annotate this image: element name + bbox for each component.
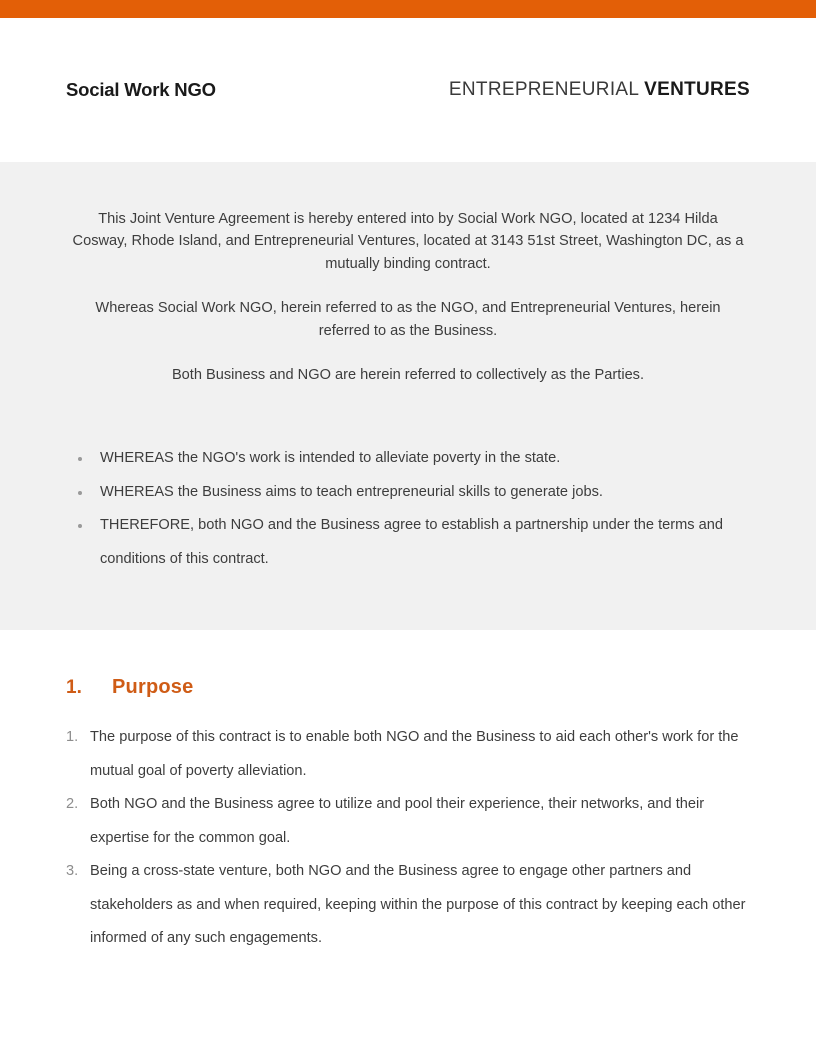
list-item: Being a cross-state venture, both NGO and the Business agree to engage other partners and stakeholders as and when required, keeping within the purpose of this contract by keeping each other informed of any such engagements. bbox=[90, 863, 746, 946]
section-title: Purpose bbox=[112, 676, 194, 698]
party-one-name: Social Work NGO bbox=[66, 79, 216, 100]
whereas-list bbox=[66, 442, 750, 576]
party-two-name-thin: ENTREPRENEURIAL bbox=[448, 79, 645, 100]
recitals-block bbox=[0, 162, 816, 630]
section-heading bbox=[66, 676, 750, 699]
party-two-name bbox=[449, 79, 750, 101]
recital-paragraph: Both Business and NGO are herein referred to collectively as the Parties. bbox=[171, 367, 645, 384]
party-two-name-bold: VENTURES bbox=[644, 79, 750, 100]
recital-paragraph: Whereas Social Work NGO, herein referred to as the NGO, and Entrepreneurial Ventures, herein referred to as the Business. bbox=[95, 300, 721, 339]
section-purpose bbox=[0, 630, 816, 956]
top-accent-bar bbox=[0, 0, 816, 18]
recital-paragraph: This Joint Venture Agreement is hereby entered into by Social Work NGO, located at 1234 Hilda Cosway, Rhode Island, and Entrepreneurial Ventures, located at 3143 51st Street, Washington DC, as a mutually binding contract. bbox=[72, 211, 744, 272]
list-item: THEREFORE, both NGO and the Business agree to establish a partnership under the terms and conditions of this contract. bbox=[74, 509, 750, 576]
list-item: WHEREAS the NGO's work is intended to alleviate poverty in the state. bbox=[74, 442, 750, 476]
list-item: WHEREAS the Business aims to teach entrepreneurial skills to generate jobs. bbox=[74, 476, 750, 510]
document-header bbox=[0, 18, 816, 162]
clause-list bbox=[66, 721, 750, 956]
section-number: 1. bbox=[66, 677, 82, 698]
list-item: Both NGO and the Business agree to utilize and pool their experience, their networks, and their expertise for the common goal. bbox=[90, 796, 705, 846]
list-item: The purpose of this contract is to enable both NGO and the Business to aid each other's work for the mutual goal of poverty alleviation. bbox=[90, 729, 739, 779]
